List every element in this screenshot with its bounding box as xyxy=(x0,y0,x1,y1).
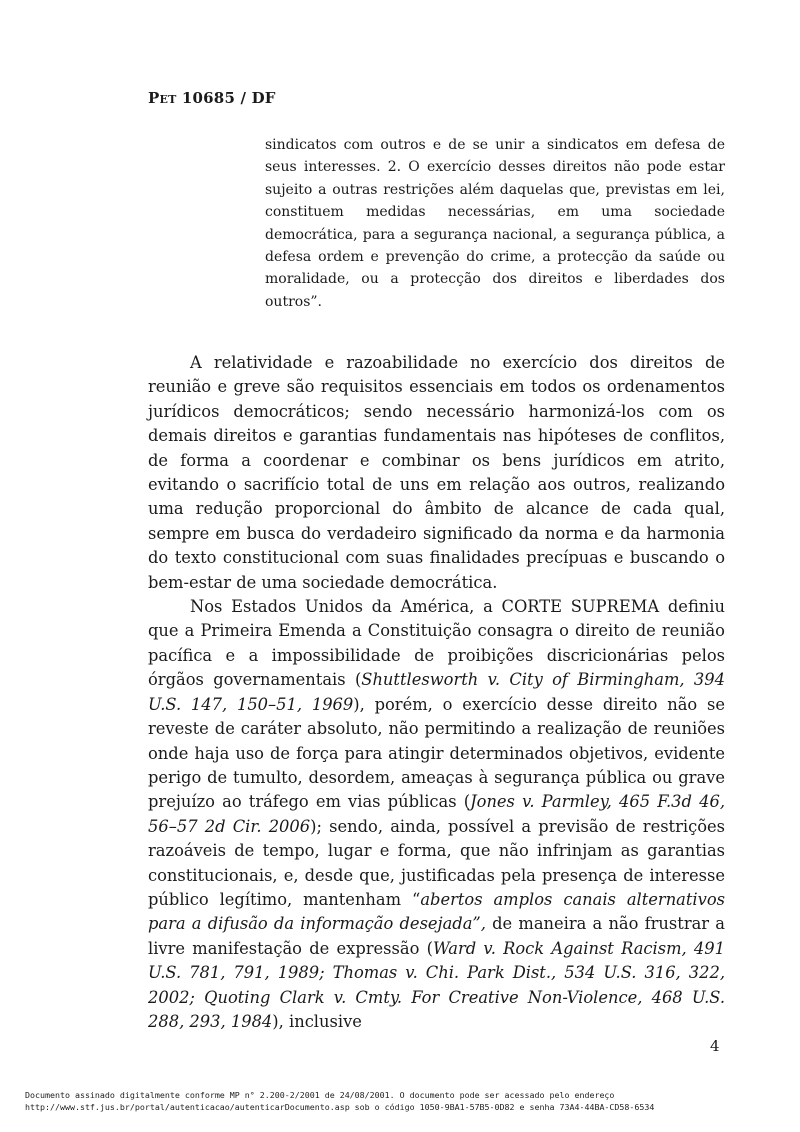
block-quote: sindicatos com outros e de se unir a sindicatos em defesa de seus interesses. 2. O exercício desses direitos não pode estar sujeito a outras restrições além daquelas que, previstas em lei, constituem medidas necessárias, em uma sociedade democrática, para a segurança nacional, a segurança pública, a defesa ordem e prevenção do crime, a protecção da saúde ou moralidade, ou a protecção dos direitos e liberdades dos outros”. xyxy=(265,137,725,310)
footer-line-1: Documento assinado digitalmente conforme MP n° 2.200-2/2001 de 24/08/2001. O documento pode ser acessado pelo endereço xyxy=(25,1090,615,1100)
case-number: 10685 / DF xyxy=(176,89,276,107)
quoted-phrase: abertos amplos canais alternativos para a difusão da informação desejada”, xyxy=(148,889,725,934)
case-header-et: et xyxy=(159,89,177,107)
signature-footer xyxy=(25,1089,785,1113)
p2-text-1: Nos Estados Unidos da América, a CORTE SUPREMA definiu que a Primeira Emenda a Constituição consagra o direito de reunião pacífica e a impossibilidade de proibições discricionárias pelos órgãos governamentais ( xyxy=(148,597,725,690)
case-header-p: P xyxy=(148,89,160,107)
paragraph-relatividade: A relatividade e razoabilidade no exercício dos direitos de reunião e greve são requisitos essenciais em todos os ordenamentos jurídicos democráticos; sendo necessário harmonizá-los com os demais direitos e garantias fundamentais nas hipóteses de conflitos, de forma a coordenar e combinar os bens jurídicos em atrito, evitando o sacrifício total de uns em relação aos outros, realizando uma redução proporcional do âmbito de alcance de cada qual, sempre em busca do verdadeiro significado da norma e da harmonia do texto constitucional com suas finalidades precípuas e buscando o bem-estar de uma sociedade democrática. xyxy=(148,353,725,592)
main-text xyxy=(148,351,725,1034)
footer-line-2: http://www.stf.jus.br/portal/autenticacao/autenticarDocumento.asp sob o código 1050-9BA1-57B5-0D82 e senha 73A4-44BA-CD58-6534 xyxy=(25,1102,655,1112)
citation-jones: Jones v. Parmley, 465 F.3d 46, 56–57 2d Cir. 2006 xyxy=(148,792,725,836)
paragraph-estados-unidos xyxy=(148,595,725,1034)
citation-shuttlesworth: Shuttlesworth v. City of Birmingham, 394 U.S. 147, 150–51, 1969 xyxy=(148,670,725,714)
p2-text-4: de maneira a não frustrar a livre manifestação de expressão ( xyxy=(148,914,725,958)
citation-ward-thomas-clark: Ward v. Rock Against Racism, 491 U.S. 781, 791, 1989; Thomas v. Chi. Park Dist., 534 U.S. 316, 322, 2002; Quoting Clark v. Cmty. For Creative Non-Violence, 468 U.S. 288, 293, 1984 xyxy=(148,938,726,1031)
page-number: 4 xyxy=(710,1037,720,1055)
case-header xyxy=(148,89,276,107)
p2-text-2: ), porém, o exercício desse direito não se reveste de caráter absoluto, não permitindo a realização de reuniões onde haja uso de força para atingir determinados objetivos, evidente perigo de tumulto, desordem, ameaças à segurança pública ou grave prejuízo ao tráfego em vias públicas ( xyxy=(148,694,725,812)
p2-text-3: ); sendo, ainda, possível a previsão de restrições razoáveis de tempo, lugar e forma, que não infrinjam as garantias constitucionais, e, desde que, justificadas pela presença de interesse público legítimo, mantenham “ xyxy=(148,816,726,909)
p2-text-5: ), inclusive xyxy=(272,1011,362,1031)
